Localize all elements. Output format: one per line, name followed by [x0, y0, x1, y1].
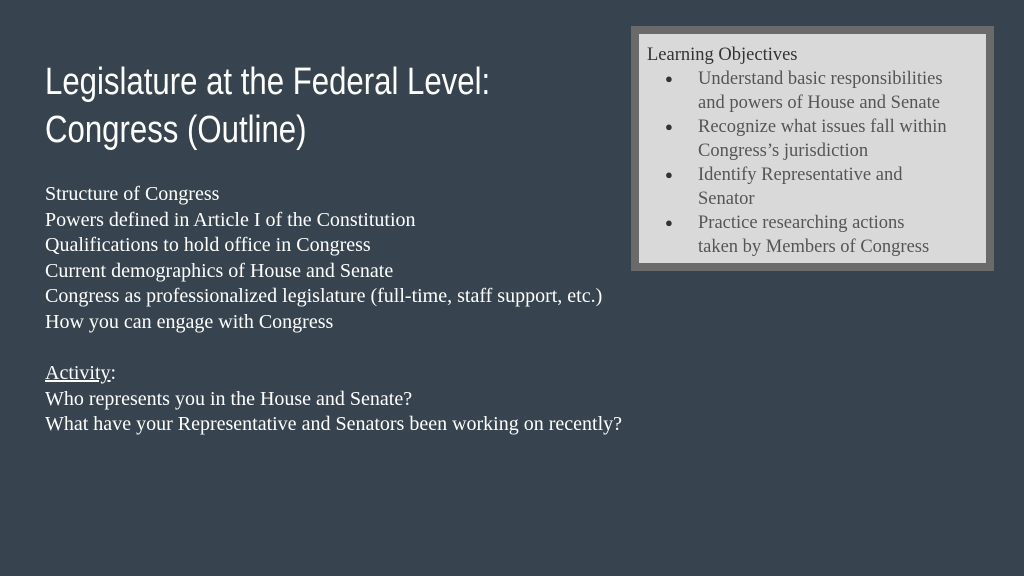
outline-body	[45, 182, 705, 438]
activity-colon: :	[110, 362, 117, 385]
outline-item: Current demographics of House and Senate	[45, 259, 394, 282]
learning-objectives-box	[639, 34, 986, 263]
spacer	[45, 336, 705, 362]
outline-item: Congress as professionalized legislature (full-time, staff support, etc.)	[45, 285, 603, 308]
learning-objective-item	[647, 163, 986, 211]
outline-item: Powers defined in Article I of the Constitution	[45, 208, 416, 231]
learning-objective-text: Identify Representative and Senator	[698, 165, 903, 209]
bullet-icon: ●	[665, 167, 673, 182]
outline-item: How you can engage with Congress	[45, 310, 334, 333]
learning-objectives-heading: Learning Objectives	[647, 45, 798, 65]
slide-title-line-2: Congress (Outline)	[45, 109, 307, 151]
outline-item: Structure of Congress	[45, 183, 220, 205]
activity-heading	[45, 361, 705, 387]
bullet-icon: ●	[665, 215, 673, 230]
outline-item: Qualifications to hold office in Congress	[45, 234, 371, 257]
slide-title	[45, 58, 504, 154]
bullet-icon: ●	[665, 119, 673, 134]
learning-objective-item	[647, 67, 986, 115]
learning-objectives-list	[647, 67, 986, 259]
learning-objective-item	[647, 211, 986, 259]
activity-question: Who represents you in the House and Senate?	[45, 387, 413, 410]
learning-objectives-frame	[631, 26, 994, 271]
bullet-icon: ●	[665, 71, 673, 86]
learning-objective-text: Recognize what issues fall within Congress’s jurisdiction	[698, 117, 947, 161]
activity-question: What have your Representative and Senators been working on recently?	[45, 413, 623, 436]
learning-objective-item	[647, 115, 986, 163]
slide-title-line-1: Legislature at the Federal Level:	[45, 61, 491, 103]
learning-objective-text: Understand basic responsibilities and powers of House and Senate	[698, 69, 943, 113]
learning-objective-text: Practice researching actions taken by Members of Congress	[698, 213, 930, 257]
activity-label: Activity	[45, 362, 111, 385]
